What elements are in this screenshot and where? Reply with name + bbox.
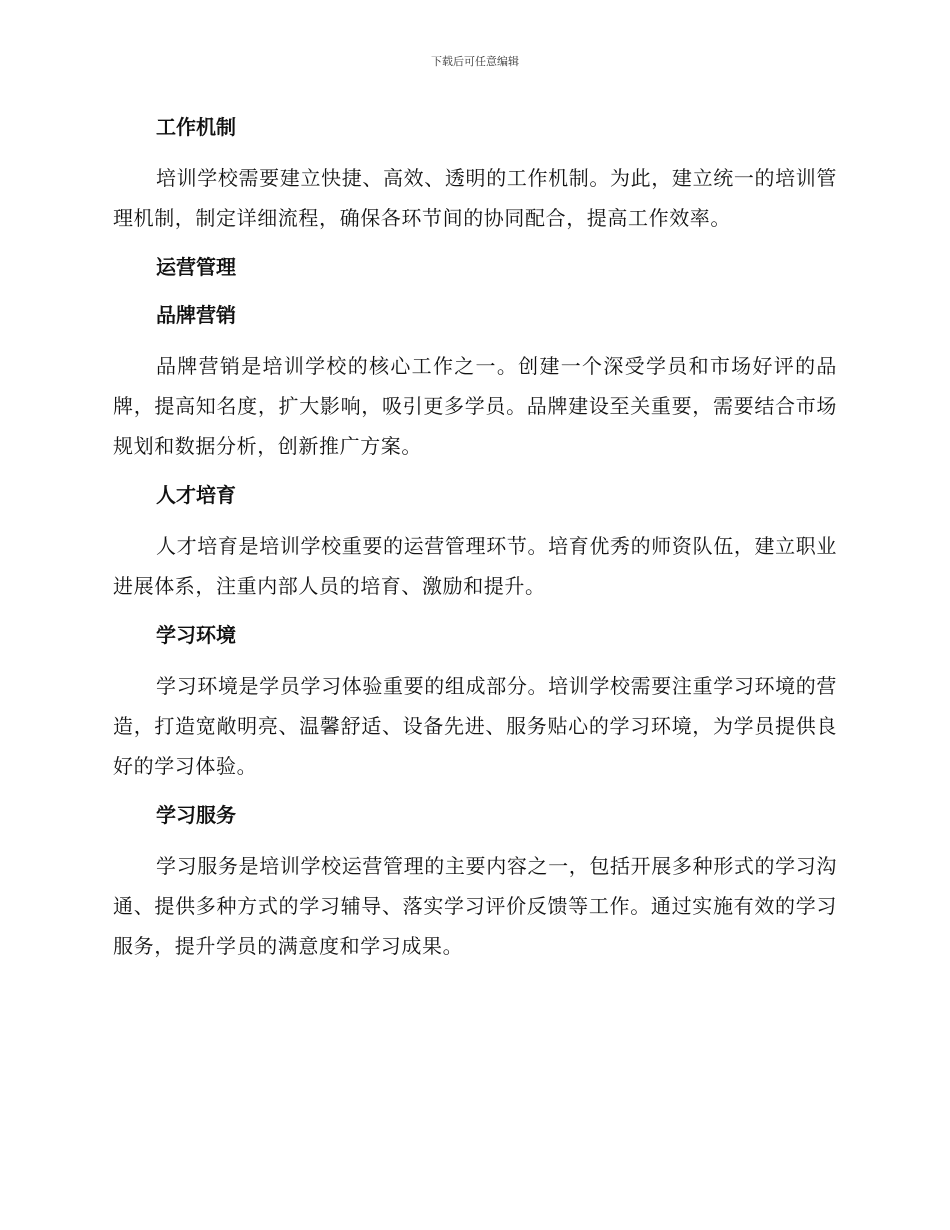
section-talent-development xyxy=(113,478,837,606)
section-paragraph: 品牌营销是培训学校的核心工作之一。创建一个深受学员和市场好评的品牌，提高知名度，扩大影响，吸引更多学员。品牌建设至关重要，需要结合市场规划和数据分析，创新推广方案。 xyxy=(113,354,837,458)
section-learning-services xyxy=(113,798,837,966)
section-paragraph: 学习服务是培训学校运营管理的主要内容之一，包括开展多种形式的学习沟通、提供多种方式的学习辅导、落实学习评价反馈等工作。通过实施有效的学习服务，提升学员的满意度和学习成果。 xyxy=(113,854,837,958)
section-heading: 品牌营销 xyxy=(156,303,236,327)
section-paragraph: 人才培育是培训学校重要的运营管理环节。培育优秀的师资队伍，建立职业进展体系，注重内部人员的培育、激励和提升。 xyxy=(113,534,837,598)
document-body xyxy=(113,110,837,966)
section-paragraph: 培训学校需要建立快捷、高效、透明的工作机制。为此，建立统一的培训管理机制，制定详细流程，确保各环节间的协同配合，提高工作效率。 xyxy=(113,166,837,230)
section-heading: 学习环境 xyxy=(156,623,236,647)
section-heading: 学习服务 xyxy=(156,803,236,827)
section-work-mechanism xyxy=(113,110,837,238)
section-paragraph: 学习环境是学员学习体验重要的组成部分。培训学校需要注重学习环境的营造，打造宽敞明亮、温馨舒适、设备先进、服务贴心的学习环境，为学员提供良好的学习体验。 xyxy=(113,674,837,778)
section-heading: 运营管理 xyxy=(156,255,236,279)
section-operations-management xyxy=(113,250,837,284)
page-header-note: 下载后可任意编辑 xyxy=(431,55,519,68)
section-learning-environment xyxy=(113,618,837,786)
section-heading: 人才培育 xyxy=(156,483,236,507)
section-heading: 工作机制 xyxy=(156,115,236,139)
section-brand-marketing xyxy=(113,298,837,466)
